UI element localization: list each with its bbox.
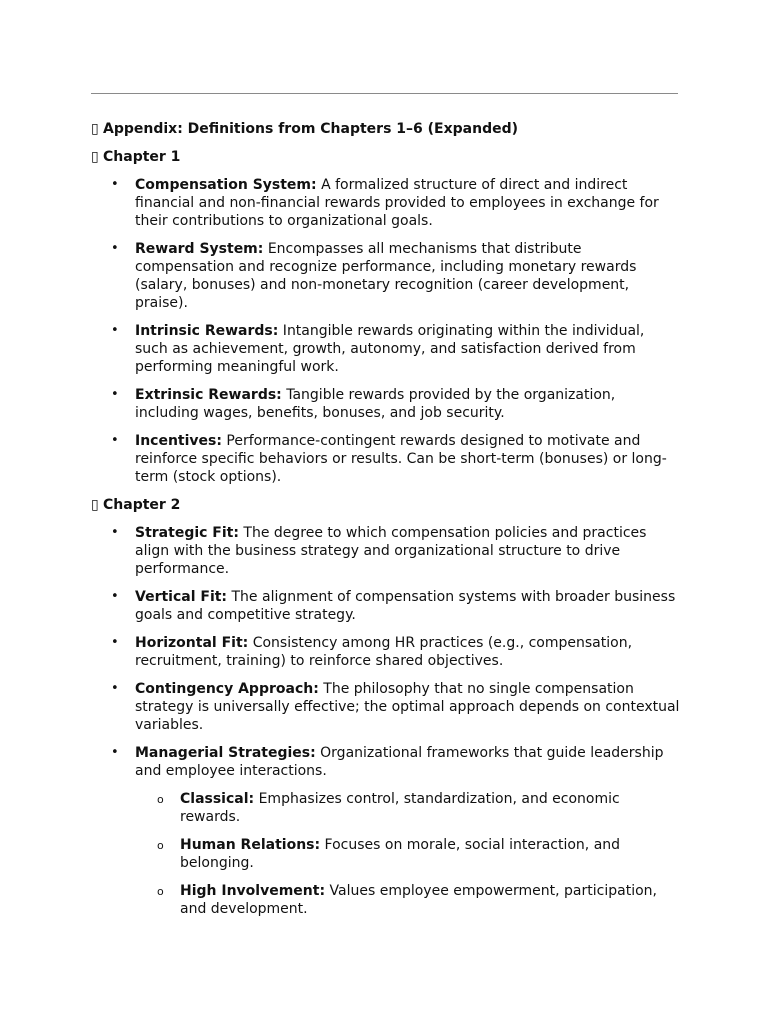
definition-item	[91, 524, 681, 578]
definition-item	[91, 386, 681, 422]
sub-bullet-icon: o	[157, 885, 164, 898]
bullet-icon: •	[111, 589, 119, 604]
definition-term: Intrinsic Rewards:	[135, 323, 279, 339]
sub-definition-text: Emphasizes control, standardization, and economic rewards.	[180, 791, 620, 825]
definition-term: Reward System:	[135, 241, 264, 257]
heading-icon: ▯	[91, 497, 99, 513]
definition-item	[91, 432, 681, 486]
sub-bullet-icon: o	[157, 793, 164, 806]
sub-definition-term: Human Relations:	[180, 837, 321, 853]
sub-bullet-icon: o	[157, 839, 164, 852]
definition-item	[91, 240, 681, 312]
sub-definition-term: High Involvement:	[180, 883, 326, 899]
definition-term: Vertical Fit:	[135, 589, 228, 605]
chapter-heading	[91, 148, 681, 166]
chapters-container	[91, 148, 681, 918]
definition-text: Intangible rewards originating within the individual, such as achievement, growth, autonomy, and satisfaction derived from performing meaningful work.	[135, 323, 645, 375]
definition-term: Strategic Fit:	[135, 525, 239, 541]
horizontal-rule	[91, 93, 678, 94]
definition-term: Horizontal Fit:	[135, 635, 249, 651]
sub-definition-term: Classical:	[180, 791, 255, 807]
definition-item	[91, 176, 681, 230]
definition-text: Encompasses all mechanisms that distribute compensation and recognize performance, including monetary rewards (salary, bonuses) and non-monetary recognition (career development, praise).	[135, 241, 637, 311]
definition-list	[91, 176, 681, 486]
definition-text: Tangible rewards provided by the organization, including wages, benefits, bonuses, and job security.	[135, 387, 616, 421]
definition-text: The degree to which compensation policies and practices align with the business strategy and organizational structure to drive performance.	[135, 525, 647, 577]
definition-term: Compensation System:	[135, 177, 317, 193]
bullet-icon: •	[111, 323, 119, 338]
chapter-title: Chapter 2	[103, 497, 181, 513]
definition-item	[91, 744, 681, 918]
appendix-title: Appendix: Definitions from Chapters 1–6 (Expanded)	[103, 121, 519, 137]
definition-text: A formalized structure of direct and indirect financial and non-financial rewards provided to employees in exchange for their contributions to organizational goals.	[135, 177, 659, 229]
sub-definition-item	[135, 790, 681, 826]
bullet-icon: •	[111, 681, 119, 696]
definition-text: Performance-contingent rewards designed to motivate and reinforce specific behaviors or results. Can be short-term (bonuses) or long-term (stock options).	[135, 433, 667, 485]
sub-definition-text: Values employee empowerment, participation, and development.	[180, 883, 657, 917]
definition-text: The alignment of compensation systems with broader business goals and competitive strategy.	[135, 589, 676, 623]
bullet-icon: •	[111, 387, 119, 402]
definition-text: Organizational frameworks that guide leadership and employee interactions.	[135, 745, 664, 779]
bullet-icon: •	[111, 177, 119, 192]
sub-definition-list	[135, 790, 681, 918]
heading-icon: ▯	[91, 149, 99, 165]
bullet-icon: •	[111, 745, 119, 760]
chapter-heading	[91, 496, 681, 514]
definition-list	[91, 524, 681, 918]
definition-item	[91, 680, 681, 734]
definition-term: Contingency Approach:	[135, 681, 319, 697]
heading-icon: ▯	[91, 121, 99, 137]
definition-term: Managerial Strategies:	[135, 745, 316, 761]
chapter-title: Chapter 1	[103, 149, 181, 165]
sub-definition-text: Focuses on morale, social interaction, and belonging.	[180, 837, 621, 871]
sub-definition-item	[135, 836, 681, 872]
definition-item	[91, 322, 681, 376]
appendix-heading	[91, 120, 681, 138]
definition-text: The philosophy that no single compensation strategy is universally effective; the optimal approach depends on contextual variables.	[135, 681, 680, 733]
bullet-icon: •	[111, 635, 119, 650]
definition-item	[91, 588, 681, 624]
definition-item	[91, 634, 681, 670]
document-body	[91, 120, 681, 928]
definition-term: Incentives:	[135, 433, 222, 449]
sub-definition-item	[135, 882, 681, 918]
definition-term: Extrinsic Rewards:	[135, 387, 282, 403]
definition-text: Consistency among HR practices (e.g., compensation, recruitment, training) to reinforce shared objectives.	[135, 635, 633, 669]
bullet-icon: •	[111, 525, 119, 540]
bullet-icon: •	[111, 241, 119, 256]
bullet-icon: •	[111, 433, 119, 448]
